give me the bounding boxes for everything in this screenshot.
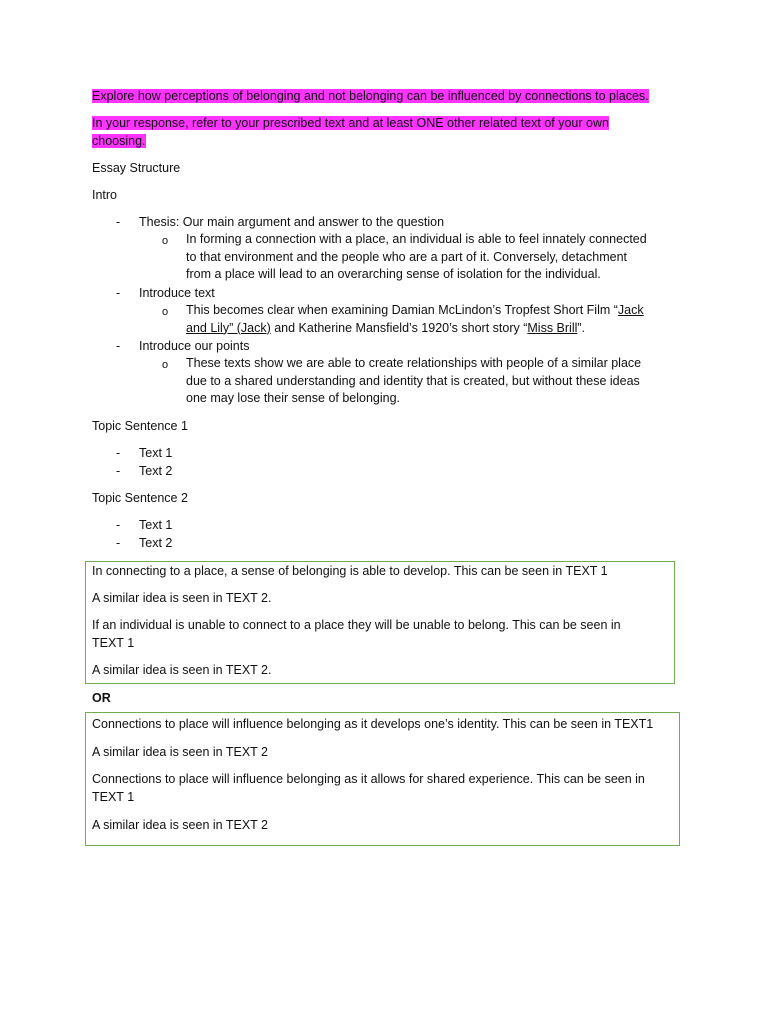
box2-line-3: Connections to place will influence belonging as it allows for shared experience. This can be seen in — [92, 772, 645, 786]
essay-structure-heading: Essay Structure — [92, 161, 181, 175]
prompt-line-3: choosing. — [92, 134, 146, 148]
or-label: OR — [92, 691, 111, 705]
box1-line-3b: TEXT 1 — [92, 636, 135, 650]
intro-item-introduce-text: Introduce text — [139, 286, 215, 300]
introduce-text-detail: This becomes clear when examining Damian McLindon’s Tropfest Short Film “Jack and Lily” (Jack) and Katherine Mansfield’s 1920’s short story “Miss Brill”. — [186, 303, 644, 335]
film-title-cont: and Lily” (Jack) — [186, 320, 271, 335]
prompt-line-2: In your response, refer to your prescribed text and at least ONE other related text of your own — [92, 116, 609, 130]
intro-heading: Intro — [92, 188, 118, 202]
film-title: Jack — [617, 303, 644, 317]
dash-marker: - — [116, 215, 121, 229]
dash-marker: - — [116, 286, 121, 300]
box2-line-3b: TEXT 1 — [92, 790, 135, 804]
topic-sentence-2-heading: Topic Sentence 2 — [92, 491, 188, 505]
dash-marker: - — [116, 518, 121, 532]
topic-sentence-1-heading: Topic Sentence 1 — [92, 419, 188, 433]
thesis-text: In forming a connection with a place, an individual is able to feel innately connected to that environment and the people who are a part of it. Conversely, detachment from a place will lead to an overarching sense of isolation for the individual. — [186, 232, 647, 281]
box2-line-1: Connections to place will influence belonging as it develops one’s identity. This can be seen in TEXT1 — [92, 717, 654, 731]
box2-line-4: A similar idea is seen in TEXT 2 — [92, 818, 269, 832]
topic2-text2: Text 2 — [139, 536, 173, 550]
box1-line-2: A similar idea is seen in TEXT 2. — [92, 591, 272, 605]
box1-line-1: In connecting to a place, a sense of belonging is able to develop. This can be seen in TEXT 1 — [92, 564, 608, 578]
dash-marker: - — [116, 464, 121, 478]
prompt-line-1: Explore how perceptions of belonging and not belonging can be influenced by connections to places. — [92, 89, 649, 103]
topic1-text2: Text 2 — [139, 464, 173, 478]
points-text: These texts show we are able to create relationships with people of a similar place due to a shared understanding and identity that is created, but without these ideas one may lose their sense of belonging. — [186, 356, 642, 405]
intro-item-thesis: Thesis: Our main argument and answer to the question — [139, 215, 445, 229]
dash-marker: - — [116, 446, 121, 460]
topic1-text1: Text 1 — [139, 446, 173, 460]
box1-line-3: If an individual is unable to connect to a place they will be unable to belong. This can be seen in — [92, 618, 621, 632]
bullet-marker: o — [162, 235, 169, 247]
bullet-marker: o — [162, 359, 169, 371]
topic2-text1: Text 1 — [139, 518, 173, 532]
intro-item-points: Introduce our points — [139, 339, 250, 353]
box2-line-2: A similar idea is seen in TEXT 2 — [92, 745, 269, 759]
dash-marker: - — [116, 339, 121, 353]
dash-marker: - — [116, 536, 121, 550]
story-title: Miss Brill — [527, 320, 578, 335]
bullet-marker: o — [162, 306, 169, 318]
box1-line-4: A similar idea is seen in TEXT 2. — [92, 663, 272, 677]
